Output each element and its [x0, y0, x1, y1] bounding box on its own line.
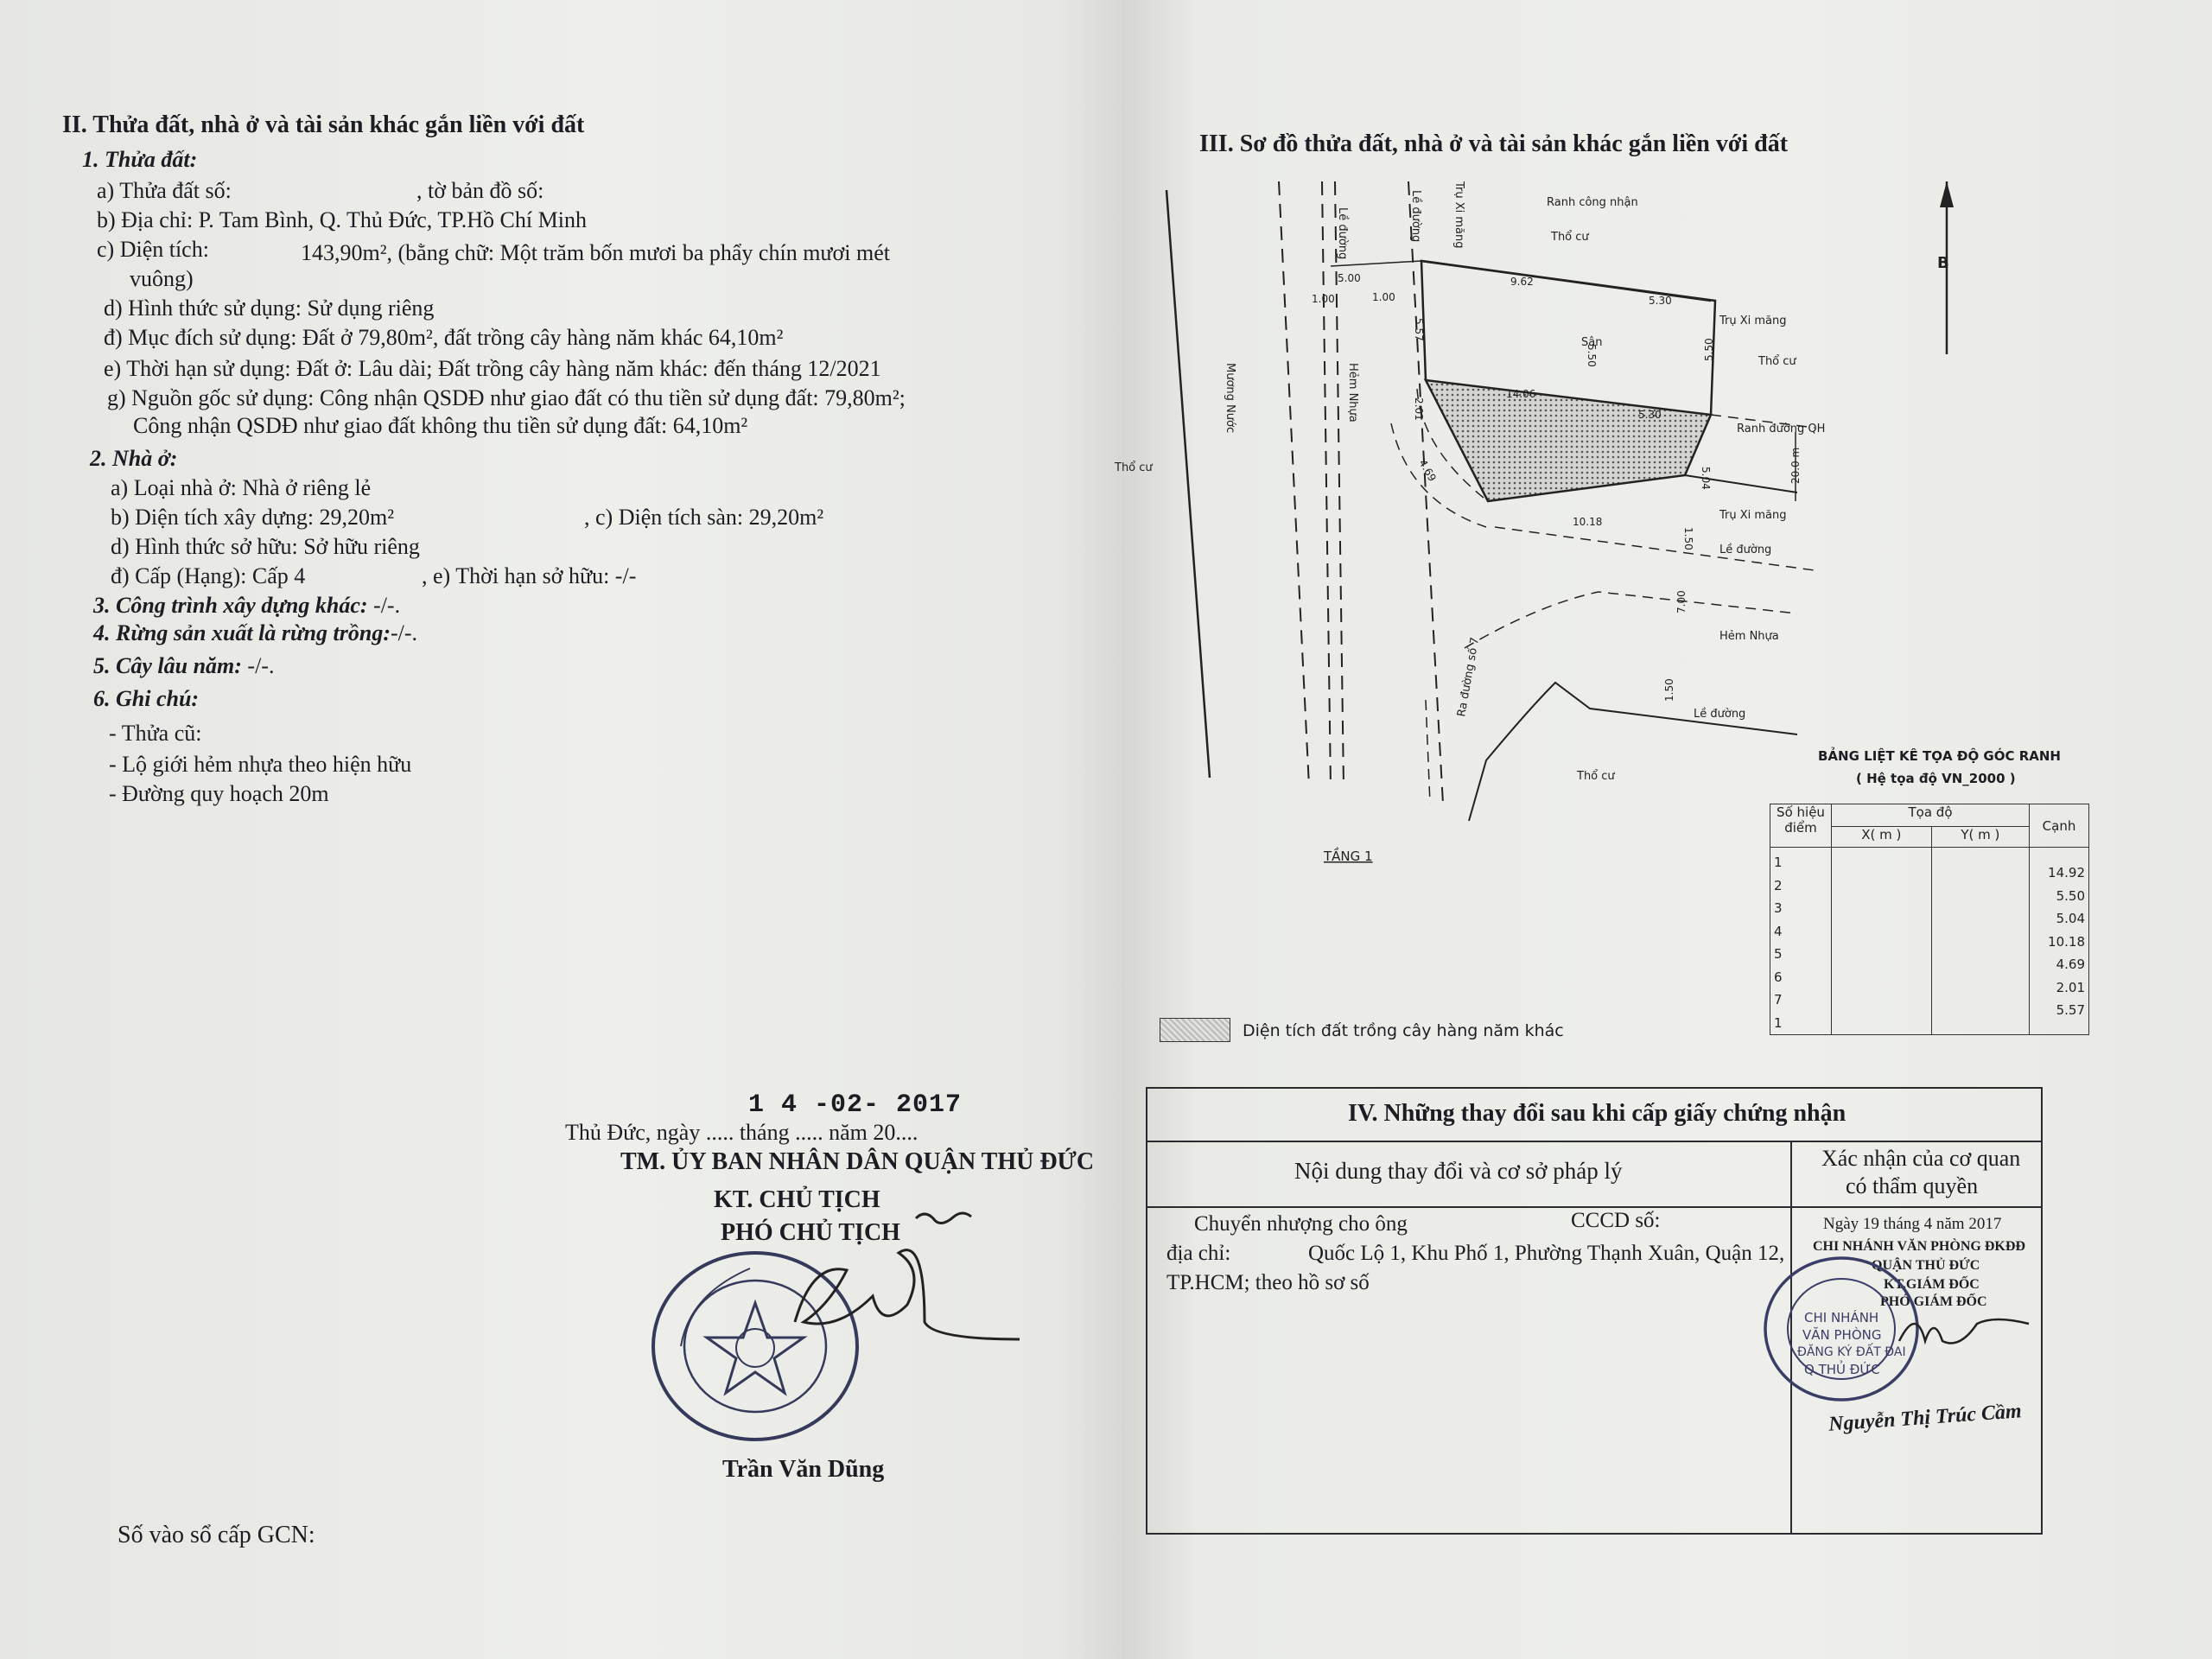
registry-label: Số vào sổ cấp GCN: — [118, 1522, 315, 1548]
edge-value: 5.57 — [2056, 1002, 2085, 1018]
notes-title: 6. Ghi chú: — [93, 686, 200, 711]
col-confirm-header-2: có thẩm quyền — [1846, 1173, 1979, 1198]
usage-origin-cont: Công nhận QSDĐ như giao đất không thu tiền sử dụng đất: 64,10m² — [133, 413, 748, 438]
usage-origin: g) Nguồn gốc sử dụng: Công nhận QSDĐ như giao đất có thu tiền sử dụng đất: 79,80m²; — [107, 385, 906, 410]
plot-diagram — [1115, 164, 2212, 881]
coord-table — [1770, 804, 2089, 1035]
area-label: c) Diện tích: — [97, 237, 209, 262]
confirm-date: Ngày 19 tháng 4 năm 2017 — [1823, 1215, 2002, 1233]
point-value: 7 — [1774, 992, 1783, 1007]
section-iii-heading: III. Sơ đồ thửa đất, nhà ở và tài sản khác gắn liền với đất — [1199, 130, 1789, 157]
col-coord: Tọa độ — [1832, 804, 2030, 827]
road-edge-line — [1279, 181, 1309, 786]
address-line: b) Địa chỉ: P. Tam Bình, Q. Thủ Đức, TP.Hồ Chí Minh — [97, 207, 587, 232]
point-value: 1 — [1774, 1014, 1783, 1031]
edge-column — [2030, 848, 2089, 1035]
plot-hatched-area — [1426, 380, 1711, 501]
north-arrow-head — [1940, 181, 1954, 207]
signer-org: TM. ỦY BAN NHÂN DÂN QUẬN THỦ ĐỨC — [620, 1148, 1095, 1175]
confirm-role-1: KT.GIÁM ĐỐC — [1884, 1277, 1980, 1292]
label-hem-nhua-2: Hẻm Nhựa — [1719, 630, 1779, 643]
dim-label: 7.00 — [1675, 590, 1688, 613]
edge-value: 10.18 — [2048, 933, 2085, 950]
col-content-header: Nội dung thay đổi và cơ sở pháp lý — [1294, 1158, 1623, 1184]
section-ii-heading: II. Thửa đất, nhà ở và tài sản khác gắn liền với đất — [62, 111, 585, 138]
label-le-duong-3: Lề đường — [1719, 543, 1772, 556]
dim-label: 1.00 — [1372, 291, 1395, 303]
point-value: 2 — [1774, 877, 1783, 893]
issue-date-stamp: 1 4 -02- 2017 — [748, 1090, 963, 1120]
col-y: Y( m ) — [1931, 827, 2029, 848]
road-edge-line — [1322, 181, 1331, 786]
point-value: 1 — [1774, 855, 1783, 870]
label-muong-nuoc: Mương Nước — [1224, 363, 1236, 434]
col-x: X( m ) — [1832, 827, 1932, 848]
built-area: b) Diện tích xây dựng: 29,20m² — [111, 505, 395, 530]
legend-swatch — [1160, 1018, 1230, 1042]
dim-label: 5.57 — [1413, 318, 1425, 341]
dim-label: 5.50 — [1703, 338, 1715, 361]
change-cccd: CCCD số: — [1571, 1209, 1661, 1232]
col-edge: Cạnh — [2030, 804, 2089, 848]
signer-role-1: KT. CHỦ TỊCH — [714, 1186, 880, 1213]
change-transfer: Chuyển nhượng cho ông — [1194, 1212, 1408, 1236]
label-san: Sân — [1581, 336, 1603, 349]
change-address-label: địa chỉ: — [1166, 1242, 1231, 1265]
label-tru-xi-mang: Trụ Xi măng — [1452, 181, 1465, 249]
dim-label: 5.30 — [1649, 295, 1672, 307]
coord-table-title: BẢNG LIỆT KÊ TỌA ĐỘ GÓC RANH — [1818, 748, 2061, 764]
confirm-district: QUẬN THỦ ĐỨC — [1872, 1258, 1980, 1273]
label-tru-xi-mang-3: Trụ Xi măng — [1719, 509, 1787, 522]
house-type: a) Loại nhà ở: Nhà ở riêng lẻ — [111, 475, 372, 500]
production-forest: 4. Rừng sản xuất là rừng trồng:-/-. — [93, 620, 418, 645]
house-grade: đ) Cấp (Hạng): Cấp 4 — [111, 563, 306, 588]
dim-label: 14.06 — [1506, 388, 1536, 400]
label-tho-cu-4: Thổ cư — [1577, 770, 1615, 783]
point-value: 3 — [1774, 900, 1783, 916]
confirm-office: CHI NHÁNH VĂN PHÒNG ĐKĐĐ — [1813, 1239, 2025, 1254]
area-value: 143,90m², (bằng chữ: Một trăm bốn mươi ba phẩy chín mươi mét — [301, 240, 890, 265]
signer-name: Trần Văn Dũng — [722, 1456, 885, 1483]
point-value: 5 — [1774, 946, 1783, 962]
point-value: 4 — [1774, 923, 1783, 939]
ownership-form: d) Hình thức sở hữu: Sở hữu riêng — [111, 534, 420, 559]
label-tho-cu-3: Thổ cư — [1115, 461, 1153, 474]
alley-boundary — [1469, 683, 1797, 821]
legend-label: Diện tích đất trồng cây hàng năm khác — [1243, 1021, 1564, 1040]
chairman-signature — [760, 1192, 1020, 1382]
perennial-trees: 5. Cây lâu năm: -/-. — [93, 653, 275, 678]
changes-col-header — [1147, 1141, 2041, 1208]
dim-label: 5.30 — [1638, 409, 1662, 421]
house-title: 2. Nhà ở: — [90, 446, 178, 471]
note-alley: - Lộ giới hẻm nhựa theo hiện hữu — [109, 752, 412, 777]
note-old-plot: - Thửa cũ: — [109, 721, 202, 746]
label-le-duong-2: Lề đường — [1336, 207, 1349, 260]
changes-title: IV. Những thay đổi sau khi cấp giấy chứng nhận — [1348, 1100, 1847, 1127]
confirm-signer-name: Nguyễn Thị Trúc Cầm — [1827, 1400, 2023, 1436]
label-le-duong-4: Lề đường — [1694, 708, 1746, 721]
label-tho-cu-1: Thổ cư — [1551, 231, 1589, 244]
col-confirm-header-1: Xác nhận của cơ quan — [1821, 1146, 2021, 1171]
north-label: B — [1937, 254, 1949, 272]
note-road: - Đường quy hoạch 20m — [109, 781, 329, 806]
dim-label: 10.18 — [1573, 516, 1603, 528]
point-column — [1770, 848, 1832, 1035]
ownership-term: , e) Thời hạn sở hữu: -/- — [422, 563, 637, 588]
coord-table-subtitle: ( Hệ tọa độ VN_2000 ) — [1856, 771, 2016, 786]
edge-value: 2.01 — [2056, 979, 2085, 995]
plot-number-label: a) Thửa đất số: — [97, 178, 232, 203]
col-point: Số hiệu điểm — [1770, 804, 1832, 848]
dim-label: 20.0 m — [1789, 447, 1802, 484]
seal-text-4: Q.THỦ ĐỨC — [1804, 1362, 1880, 1377]
setback-line — [1331, 261, 1421, 266]
floor-area: , c) Diện tích sàn: 29,20m² — [584, 505, 824, 530]
dim-label: 4.69 — [1416, 457, 1439, 484]
edge-value: 4.69 — [2056, 957, 2085, 972]
dim-label: 5.00 — [1338, 272, 1361, 284]
seal-text-1: CHI NHÁNH — [1804, 1310, 1879, 1325]
map-sheet-label: , tờ bản đồ số: — [416, 178, 544, 203]
label-tru-xi-mang-2: Trụ Xi măng — [1719, 315, 1787, 327]
point-value: 6 — [1774, 969, 1783, 985]
road-edge-line — [1426, 700, 1430, 804]
y-column — [1931, 848, 2029, 1035]
label-ranh-duong-qh: Ranh đường QH — [1737, 423, 1826, 435]
dim-label: 1.50 — [1663, 678, 1675, 702]
dim-label: 9.62 — [1510, 276, 1534, 288]
change-file: TP.HCM; theo hồ sơ số — [1166, 1271, 1370, 1294]
changes-box — [1146, 1087, 2043, 1535]
label-ra-duong-so7: Ra đường số 7 — [1455, 636, 1483, 718]
canal-line — [1166, 190, 1210, 778]
label-le-duong: Lề đường — [1409, 190, 1422, 243]
signer-role-2: PHÓ CHỦ TỊCH — [721, 1219, 900, 1246]
label-tang1: TẦNG 1 — [1324, 849, 1373, 864]
x-column — [1832, 848, 1932, 1035]
other-construction: 3. Công trình xây dựng khác: -/-. — [93, 593, 401, 618]
usage-term: e) Thời hạn sử dụng: Đất ở: Lâu dài; Đất trồng cây hàng năm khác: đến tháng 12/2021 — [104, 356, 881, 381]
dim-label: 5.50 — [1586, 344, 1598, 367]
right-page — [1115, 0, 2212, 1659]
change-address: Quốc Lộ 1, Khu Phố 1, Phường Thạnh Xuân, Quận 12, — [1308, 1242, 1785, 1265]
label-ranh-cong-nhan: Ranh công nhận — [1547, 196, 1638, 209]
changes-header — [1147, 1089, 2041, 1142]
confirm-signature — [1891, 1281, 2037, 1367]
usage-form: d) Hình thức sử dụng: Sử dụng riêng — [104, 296, 435, 321]
usage-purpose: đ) Mục đích sử dụng: Đất ở 79,80m², đất trồng cây hàng năm khác 64,10m² — [104, 325, 784, 350]
seal-text-3: ĐĂNG KÝ ĐẤT ĐAI — [1797, 1345, 1906, 1359]
confirm-role-2: PHÓ GIÁM ĐỐC — [1880, 1294, 1987, 1309]
dim-label: 1.50 — [1682, 527, 1694, 550]
area-value-cont: vuông) — [130, 266, 194, 291]
land-plot-title: 1. Thửa đất: — [82, 147, 198, 172]
dim-label: 2.01 — [1413, 397, 1425, 421]
label-hem-nhua: Hẻm Nhựa — [1346, 363, 1359, 423]
issue-date-line: Thủ Đức, ngày ..... tháng ..... năm 20.... — [565, 1120, 918, 1145]
edge-value: 14.92 — [2048, 865, 2085, 880]
edge-value: 5.50 — [2056, 887, 2085, 904]
dim-label: 1.00 — [1312, 293, 1335, 305]
dim-label: 5.04 — [1700, 467, 1712, 490]
edge-value: 5.04 — [2056, 911, 2085, 926]
label-tho-cu-2: Thổ cư — [1758, 355, 1796, 368]
seal-text-2: VĂN PHÒNG — [1802, 1327, 1882, 1343]
